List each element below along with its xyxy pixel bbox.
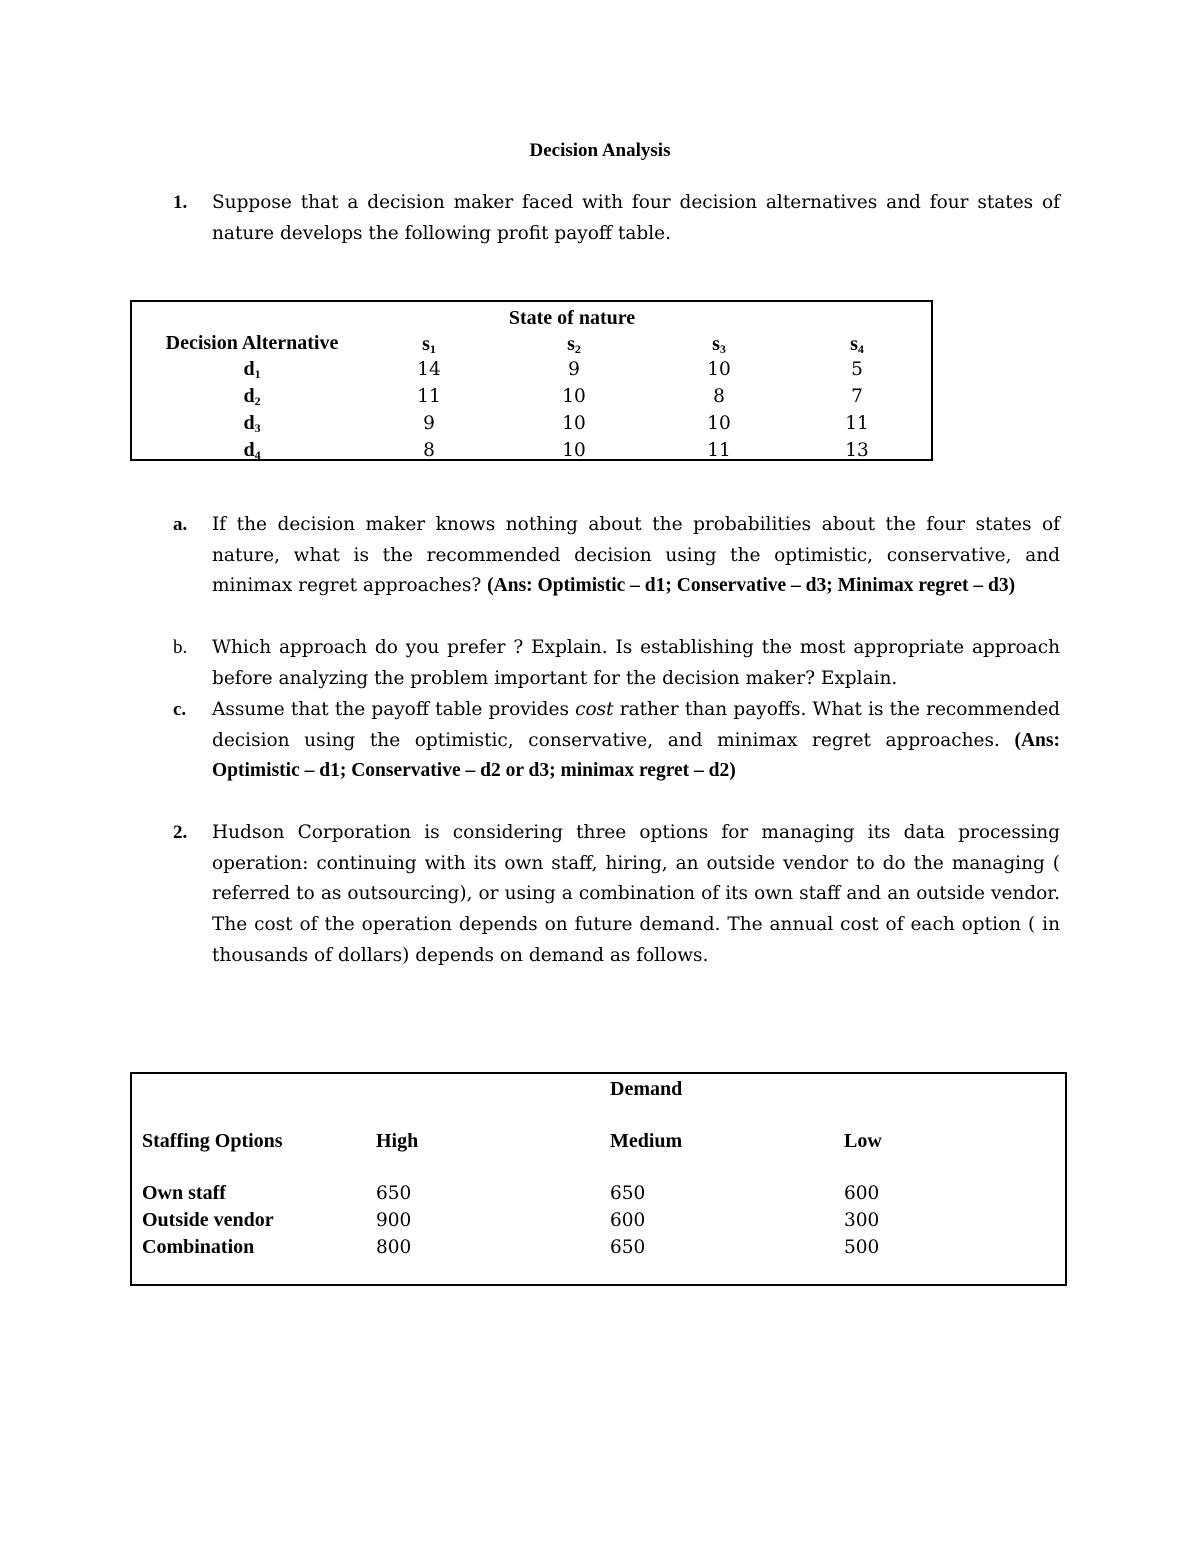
staffing-cost-table <box>130 1072 1067 1286</box>
payoff-table-cell: 9 <box>568 359 580 380</box>
payoff-table-cell: 8 <box>713 386 725 407</box>
payoff-table-cell: 10 <box>562 386 586 407</box>
payoff-table-cell: 10 <box>562 413 586 434</box>
staffing-table-row-label: Own staff <box>142 1182 226 1204</box>
staffing-table-cell: 900 <box>376 1210 412 1231</box>
staffing-table-cell: 300 <box>844 1210 880 1231</box>
payoff-table <box>130 300 933 461</box>
payoff-table-cell: 8 <box>423 440 435 461</box>
staffing-table-header-demand: Demand <box>610 1078 683 1100</box>
payoff-table-cell: 11 <box>417 386 441 407</box>
question-1b-label: b. <box>173 637 188 658</box>
staffing-table-cell: 650 <box>610 1237 646 1258</box>
question-1a-label: a. <box>173 514 188 535</box>
staffing-table-row-label: Outside vendor <box>142 1209 274 1231</box>
payoff-table-header-decision-alternative: Decision Alternative <box>165 332 339 354</box>
staffing-table-cell: 650 <box>376 1183 412 1204</box>
question-1b-text: Which approach do you prefer ? Explain. Is establishing the most appropriate approach before analyzing the problem important for the decision maker? Explain. <box>212 637 1060 689</box>
question-1-text: Suppose that a decision maker faced with four decision alternatives and four states of nature develops the following profit payoff table. <box>212 192 1060 244</box>
payoff-table-header-s4: $s_4$ <box>850 333 864 356</box>
payoff-table-cell: 7 <box>851 386 863 407</box>
question-1c-italic-cost: cost <box>575 699 614 720</box>
question-1c-answer: (Ans: Optimistic – d1; Conservative – d2 or d3; minimax regret – d2) <box>212 729 1060 782</box>
question-2-number: 2. <box>173 822 188 843</box>
staffing-table-header-low: Low <box>844 1130 882 1152</box>
staffing-table-cell: 500 <box>844 1237 880 1258</box>
payoff-table-header-s3: $s_3$ <box>712 333 726 356</box>
question-2 <box>173 818 1060 972</box>
question-1c-label: c. <box>173 699 187 720</box>
payoff-table-header-state-of-nature: State of nature <box>508 307 636 329</box>
question-2-text: Hudson Corporation is considering three options for managing its data processing operation: continuing with its own staff, hiring, an outside vendor to do the managing ( referred to as outsourcing), or using a combination of its own staff and an outside vendor. The cost of the operation depends on future demand. The annual cost of each option ( in thousands of dollars) depends on demand as follows. <box>212 822 1060 966</box>
question-1c-text: Assume that the payoff table provides cost rather than payoffs. What is the recommended decision using the optimistic, conservative, and minimax regret approaches. (Ans: Optimistic – d1; Conservative – d2 or d3; minimax regret – d2) <box>212 699 1060 782</box>
payoff-table-row-d1-label: $d_1$ <box>243 358 261 381</box>
payoff-table-cell: 5 <box>851 359 863 380</box>
staffing-table-cell: 600 <box>610 1210 646 1231</box>
page-title: Decision Analysis <box>529 140 671 161</box>
payoff-table-cell: 13 <box>845 440 869 461</box>
staffing-table-header-medium: Medium <box>610 1130 683 1152</box>
staffing-table-cell: 600 <box>844 1183 880 1204</box>
payoff-table-cell: 10 <box>562 440 586 461</box>
payoff-table-header-s2: $s_2$ <box>567 333 581 356</box>
question-1a-text <box>212 510 1060 602</box>
question-1a <box>173 510 1060 602</box>
question-1 <box>173 188 1060 249</box>
staffing-table-header-high: High <box>376 1130 419 1152</box>
payoff-table-cell: 10 <box>707 413 731 434</box>
staffing-table-header-staffing-options: Staffing Options <box>142 1130 283 1152</box>
payoff-table-header-s1: $s_1$ <box>422 333 436 356</box>
payoff-table-cell: 10 <box>707 359 731 380</box>
question-1b <box>173 633 1060 694</box>
payoff-table-cell: 14 <box>417 359 441 380</box>
question-1-number: 1. <box>173 192 188 213</box>
payoff-table-cell: 11 <box>707 440 731 461</box>
staffing-table-row-label: Combination <box>142 1236 255 1258</box>
staffing-table-cell: 650 <box>610 1183 646 1204</box>
question-1a-answer: (Ans: Optimistic – d1; Conservative – d3; Minimax regret – d3) <box>487 575 1016 597</box>
payoff-table-row-d3-label: $d_3$ <box>243 412 261 435</box>
payoff-table-cell: 9 <box>423 413 435 434</box>
payoff-table-row-d4-label: $d_4$ <box>243 439 261 462</box>
question-1c <box>173 695 1060 787</box>
payoff-table-row-d2-label: $d_2$ <box>243 385 261 408</box>
question-1a-body: If the decision maker knows nothing about the probabilities about the four states of nature, what is the recommended decision using the optimistic, conservative, and minimax regret approaches? <box>212 514 1060 597</box>
payoff-table-cell: 11 <box>845 413 869 434</box>
staffing-table-cell: 800 <box>376 1237 412 1258</box>
